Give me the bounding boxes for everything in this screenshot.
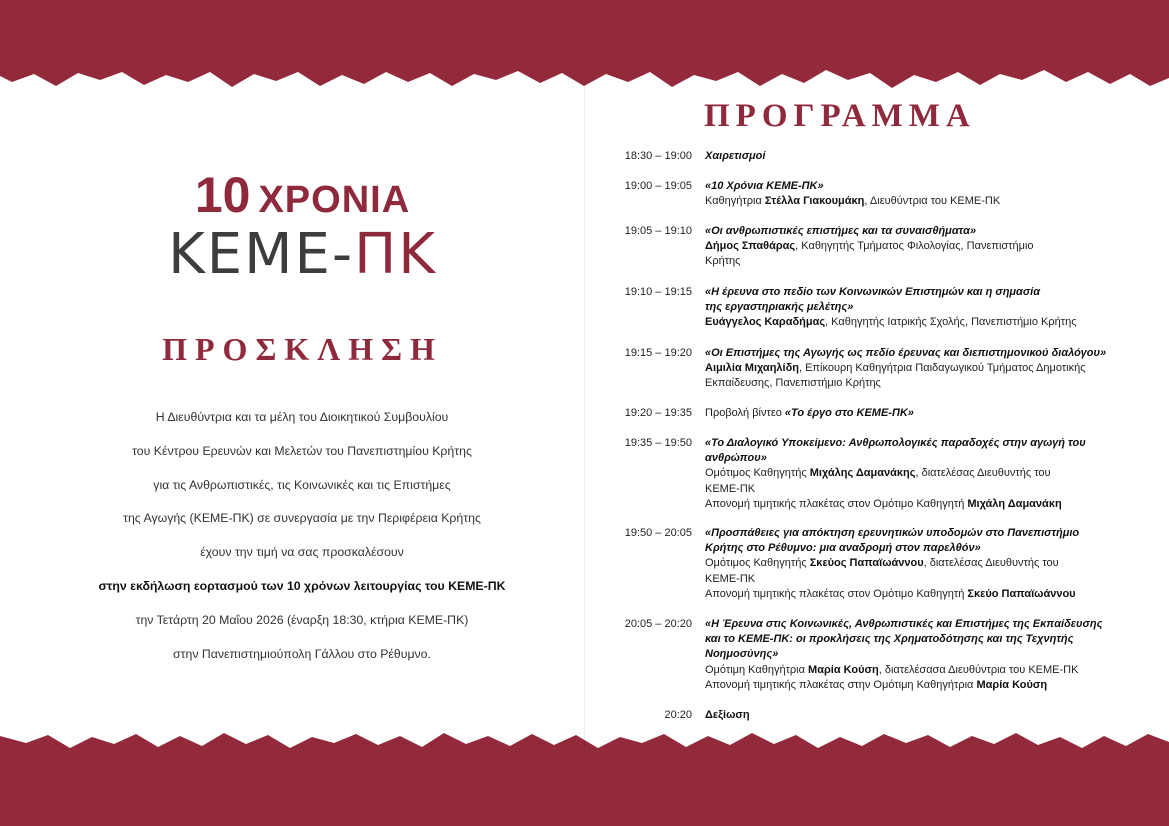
years-word: ΧΡΟΝΙΑ	[258, 179, 411, 221]
page-fold	[584, 0, 585, 826]
program-title: ΠΡΟΓΡΑΜΜΑ	[704, 98, 976, 134]
speaker-name: Μιχάλης Δαμανάκης	[809, 467, 916, 480]
logo-part-pk: ΠΚ	[354, 222, 437, 287]
honoree-name: Μαρία Κούση	[976, 678, 1048, 691]
program-time: 19:15 – 19:20	[624, 347, 692, 359]
speaker-name: Ευάγγελος Καραδήμας	[705, 316, 826, 329]
program-time: 18:30 – 19:00	[624, 150, 692, 162]
program-time: 19:50 – 20:05	[624, 527, 692, 539]
program-talk-title: «Η έρευνα στο πεδίο των Κοινωνικών Επιστημών και η σημασία	[705, 286, 1041, 298]
program-talk-title: «Προσπάθειες για απόκτηση ερευνητικών υποδομών στο Πανεπιστήμιο	[705, 527, 1080, 539]
invitation-text	[60, 406, 544, 676]
program-time: 20:05 – 20:20	[624, 618, 692, 630]
program-talk-title: «Το Διαλογικό Υποκείμενο: Ανθρωπολογικές παραδοχές στην αγωγή του	[705, 437, 1086, 449]
invitation-line-location: στην Πανεπιστημιούπολη Γάλλου στο Ρέθυμνο.	[173, 646, 431, 661]
program-talk-title: «Η Έρευνα στις Κοινωνικές, Ανθρωπιστικές και Επιστήμες της Εκπαίδευσης	[705, 618, 1103, 630]
invitation-panel	[0, 0, 584, 826]
invitation-line-event: στην εκδήλωση εορτασμού των 10 χρόνων λειτουργίας του ΚΕΜΕ-ΠΚ	[98, 578, 506, 593]
program-time: 20:20	[664, 709, 692, 721]
speaker-name: Σκεύος Παπαϊωάννου	[809, 557, 924, 570]
speaker-name: Στέλλα Γιακουμάκη	[764, 195, 865, 208]
speaker-name: Δήμος Σπαθάρας	[705, 240, 796, 253]
invitation-line: για τις Ανθρωπιστικές, τις Κοινωνικές και τις Επιστήμες	[153, 477, 451, 492]
honoree-name: Μιχάλη Δαμανάκη	[967, 497, 1062, 510]
program-time: 19:20 – 19:35	[624, 407, 692, 419]
invitation-line: Η Διευθύντρια και τα μέλη του Διοικητικού Συμβουλίου	[155, 410, 449, 424]
program-time: 19:00 – 19:05	[624, 180, 692, 192]
program-talk-title: «10 Χρόνια ΚΕΜΕ-ΠΚ»	[705, 180, 824, 192]
program-talk-title: «Οι Επιστήμες της Αγωγής ως πεδίο έρευνας και διεπιστημονικού διαλόγου»	[705, 347, 1107, 359]
program-time: 19:35 – 19:50	[624, 437, 692, 449]
speaker-name: Αιμιλία Μιχαηλίδη	[705, 362, 799, 375]
program-talk-title: Δεξίωση	[705, 709, 750, 721]
invitation-title: ΠΡΟΣΚΛΗΣΗ	[162, 331, 443, 367]
program-talk-title: «Το έργο στο ΚΕΜΕ-ΠΚ»	[784, 407, 914, 419]
invitation-line-date: την Τετάρτη 20 Μαΐου 2026 (έναρξη 18:30, κτήρια ΚΕΜΕ-ΠΚ)	[135, 612, 469, 627]
speaker-name: Μαρία Κούση	[808, 663, 879, 676]
program-talk-title: «Οι ανθρωπιστικές επιστήμες και τα συναισθήματα»	[705, 225, 977, 237]
logo-part-keme: KEME-	[168, 222, 355, 287]
invitation-line: έχουν την τιμή να σας προσκαλέσουν	[200, 545, 404, 560]
honoree-name: Σκεύο Παπαϊωάννου	[967, 587, 1076, 600]
keme-logo	[0, 222, 605, 287]
invitation-line: του Κέντρου Ερευνών και Μελετών του Πανεπιστημίου Κρήτης	[132, 443, 472, 458]
years-number: 10	[194, 167, 251, 223]
program-time: 19:05 – 19:10	[624, 225, 692, 237]
program-talk-title: Χαιρετισμοί	[705, 150, 766, 162]
program-time: 19:10 – 19:15	[624, 286, 692, 298]
invitation-line: της Αγωγής (ΚΕΜΕ-ΠΚ) σε συνεργασία με την Περιφέρεια Κρήτης	[123, 511, 481, 526]
anniversary-heading	[0, 166, 605, 224]
